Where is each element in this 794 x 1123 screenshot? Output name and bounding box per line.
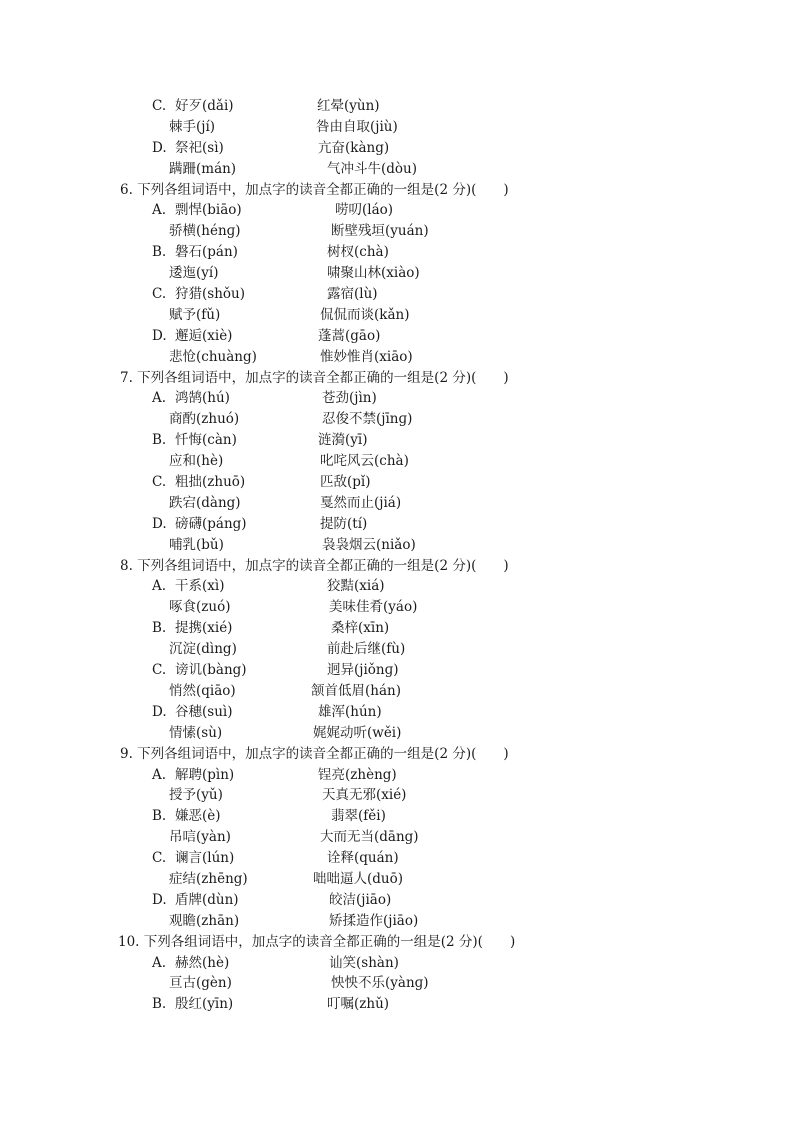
word-right: 桑梓(xīn) bbox=[331, 620, 390, 637]
question-stem: 6. 下列各组词语中，加点字的读音全都正确的一组是(2 分)( ) bbox=[120, 181, 509, 198]
word-left: 好歹(dǎi) bbox=[175, 98, 234, 114]
option-continuation-row bbox=[0, 681, 794, 702]
option-continuation-row bbox=[0, 639, 794, 660]
word-left: 沉淀(dìng) bbox=[169, 641, 237, 658]
word-right: 美味佳肴(yáo) bbox=[329, 599, 418, 616]
word-right: 叮嘱(zhǔ) bbox=[327, 996, 390, 1013]
option-letter: C. bbox=[152, 850, 167, 867]
option-continuation-row bbox=[0, 117, 794, 138]
exam-page bbox=[0, 96, 794, 1015]
option-continuation-row bbox=[0, 911, 794, 932]
option-letter: D. bbox=[152, 515, 167, 532]
word-left: 啄食(zuó) bbox=[169, 599, 231, 616]
word-left: 谰言(lún) bbox=[175, 850, 235, 867]
word-right: 侃侃而谈(kǎn) bbox=[320, 306, 410, 323]
word-right: 颔首低眉(hán) bbox=[311, 682, 401, 699]
option-row bbox=[0, 660, 794, 681]
word-right: 叱咤风云(chà) bbox=[320, 453, 409, 470]
word-left: 商酌(zhuó) bbox=[169, 411, 240, 428]
word-right: 雄浑(hún) bbox=[318, 703, 382, 720]
word-left: 吊唁(yàn) bbox=[169, 829, 231, 846]
word-right: 锃亮(zhèng) bbox=[318, 766, 397, 783]
option-letter: D. bbox=[152, 891, 167, 908]
option-row bbox=[0, 953, 794, 974]
word-left: 剽悍(biāo) bbox=[175, 202, 242, 219]
option-letter: D. bbox=[152, 327, 167, 344]
word-left: 骄横(hénɡ) bbox=[169, 223, 241, 240]
word-right: 提防(tí) bbox=[320, 515, 368, 532]
word-right: 亢奋(kàng) bbox=[318, 139, 390, 156]
word-left: 赋予(fǔ) bbox=[169, 306, 221, 323]
word-right: 戛然而止(jiá) bbox=[320, 494, 402, 511]
word-left: 蹒跚(mán) bbox=[169, 160, 237, 177]
word-right: 断壁残垣(yuán) bbox=[331, 223, 429, 240]
question-stem: 9. 下列各组词语中，加点字的读音全都正确的一组是(2 分)( ) bbox=[120, 745, 509, 762]
option-row bbox=[0, 430, 794, 451]
word-right: 涟漪(yī) bbox=[318, 432, 368, 449]
option-continuation-row bbox=[0, 973, 794, 994]
word-right: 啸聚山林(xiào) bbox=[327, 265, 420, 282]
word-left: 磅礴(páng) bbox=[175, 515, 247, 532]
word-right: 苍劲(jìn) bbox=[322, 390, 377, 407]
word-right: 矫揉造作(jiāo) bbox=[329, 912, 419, 929]
word-right: 迥异(jiǒnɡ) bbox=[327, 662, 399, 679]
option-letter: B. bbox=[152, 244, 167, 261]
option-row bbox=[0, 702, 794, 723]
option-letter: C. bbox=[152, 286, 167, 303]
word-left: 悲怆(chuàng) bbox=[169, 348, 257, 365]
word-left: 悄然(qiāo) bbox=[169, 682, 236, 699]
word-right: 诠释(quán) bbox=[327, 850, 399, 867]
option-letter: C. bbox=[152, 662, 167, 679]
option-row bbox=[0, 284, 794, 305]
word-right: 露宿(lù) bbox=[327, 286, 378, 303]
word-left: 谷穗(suì) bbox=[175, 703, 233, 720]
word-right: 娓娓动听(wěi) bbox=[313, 724, 402, 741]
option-row bbox=[0, 576, 794, 597]
question-stem: 10. 下列各组词语中，加点字的读音全都正确的一组是(2 分)( ) bbox=[118, 933, 516, 950]
word-left: 亘古(gèn) bbox=[169, 975, 232, 992]
word-left: 粗拙(zhuō) bbox=[175, 474, 246, 491]
option-letter: A. bbox=[152, 202, 167, 219]
option-row bbox=[0, 765, 794, 786]
word-left: 谤讥(bàng) bbox=[175, 662, 247, 679]
option-continuation-row bbox=[0, 869, 794, 890]
option-continuation-row bbox=[0, 263, 794, 284]
option-row bbox=[0, 388, 794, 409]
word-right: 前赴后继(fù) bbox=[327, 641, 406, 658]
option-continuation-row bbox=[0, 451, 794, 472]
word-left: 邂逅(xiè) bbox=[175, 327, 233, 344]
option-continuation-row bbox=[0, 347, 794, 368]
word-right: 唠叨(láo) bbox=[335, 202, 394, 219]
word-right: 翡翠(fěi) bbox=[331, 808, 386, 825]
word-right: 蓬蒿(gāo) bbox=[318, 327, 381, 344]
word-left: 嫌恶(è) bbox=[175, 808, 221, 825]
word-right: 匹敌(pǐ) bbox=[320, 474, 371, 491]
word-left: 干系(xì) bbox=[175, 578, 225, 595]
word-right: 咎由自取(jiù) bbox=[316, 118, 398, 135]
option-row bbox=[0, 242, 794, 263]
option-continuation-row bbox=[0, 409, 794, 430]
option-continuation-row bbox=[0, 493, 794, 514]
word-right: 讪笑(shàn) bbox=[329, 954, 399, 971]
word-left: 观瞻(zhān) bbox=[169, 912, 240, 929]
option-row bbox=[0, 200, 794, 221]
option-letter: D. bbox=[152, 703, 167, 720]
option-continuation-row bbox=[0, 723, 794, 744]
option-continuation-row bbox=[0, 535, 794, 556]
word-left: 忏悔(càn) bbox=[175, 432, 237, 449]
option-continuation-row bbox=[0, 785, 794, 806]
word-left: 哺乳(bǔ) bbox=[169, 536, 224, 553]
option-letter: D. bbox=[152, 139, 167, 156]
word-left: 祭祀(sì) bbox=[175, 139, 224, 156]
option-row bbox=[0, 618, 794, 639]
word-left: 磐石(pán) bbox=[175, 244, 238, 261]
word-left: 棘手(jí) bbox=[169, 118, 216, 135]
word-left: 殷红(yīn) bbox=[175, 996, 234, 1013]
word-right: 大而无当(dāng) bbox=[320, 829, 419, 846]
option-letter: A. bbox=[152, 954, 167, 971]
word-right: 袅袅烟云(niǎo) bbox=[322, 536, 416, 553]
word-left: 解聘(pìn) bbox=[175, 766, 235, 783]
word-right: 忍俊不禁(jīnɡ) bbox=[322, 411, 413, 428]
option-letter: A. bbox=[152, 390, 167, 407]
word-left: 情愫(sù) bbox=[169, 724, 223, 741]
option-continuation-row bbox=[0, 597, 794, 618]
option-row bbox=[0, 138, 794, 159]
option-letter: B. bbox=[152, 620, 167, 637]
word-left: 狩猎(shǒu) bbox=[175, 286, 245, 303]
option-row bbox=[0, 96, 794, 117]
word-left: 授予(yǔ) bbox=[169, 787, 223, 804]
word-right: 气冲斗牛(dòu) bbox=[327, 160, 417, 177]
option-letter: C. bbox=[152, 474, 167, 491]
word-right: 狡黠(xiá) bbox=[327, 578, 385, 595]
word-left: 提携(xié) bbox=[175, 620, 233, 637]
word-right: 皎洁(jiāo) bbox=[329, 891, 392, 908]
word-left: 应和(hè) bbox=[169, 453, 224, 470]
word-right: 树杈(chà) bbox=[327, 244, 389, 261]
option-continuation-row bbox=[0, 159, 794, 180]
question-stem: 8. 下列各组词语中，加点字的读音全都正确的一组是(2 分)( ) bbox=[120, 557, 509, 574]
option-row bbox=[0, 848, 794, 869]
option-continuation-row bbox=[0, 221, 794, 242]
word-left: 赫然(hè) bbox=[175, 954, 230, 971]
option-row bbox=[0, 514, 794, 535]
option-letter: B. bbox=[152, 996, 167, 1013]
word-right: 天真无邪(xié) bbox=[322, 787, 407, 804]
word-left: 跌宕(dàng) bbox=[169, 494, 241, 511]
option-letter: A. bbox=[152, 766, 167, 783]
option-letter: B. bbox=[152, 808, 167, 825]
word-right: 咄咄逼人(duō) bbox=[313, 870, 403, 887]
word-left: 鸿鹄(hú) bbox=[175, 390, 230, 407]
word-right: 惟妙惟肖(xiāo) bbox=[320, 348, 413, 365]
option-letter: C. bbox=[152, 98, 167, 114]
question-stem: 7. 下列各组词语中，加点字的读音全都正确的一组是(2 分)( ) bbox=[120, 369, 509, 386]
option-continuation-row bbox=[0, 305, 794, 326]
word-right: 红晕(yùn) bbox=[317, 98, 380, 114]
option-row bbox=[0, 806, 794, 827]
word-left: 盾牌(dùn) bbox=[175, 891, 239, 908]
word-right: 怏怏不乐(yànɡ) bbox=[331, 975, 429, 992]
word-left: 逶迤(yí) bbox=[169, 265, 219, 282]
option-row bbox=[0, 472, 794, 493]
option-letter: B. bbox=[152, 432, 167, 449]
option-continuation-row bbox=[0, 827, 794, 848]
word-left: 症结(zhēng) bbox=[169, 870, 248, 887]
option-row bbox=[0, 890, 794, 911]
option-letter: A. bbox=[152, 578, 167, 595]
option-row bbox=[0, 994, 794, 1015]
option-row bbox=[0, 326, 794, 347]
